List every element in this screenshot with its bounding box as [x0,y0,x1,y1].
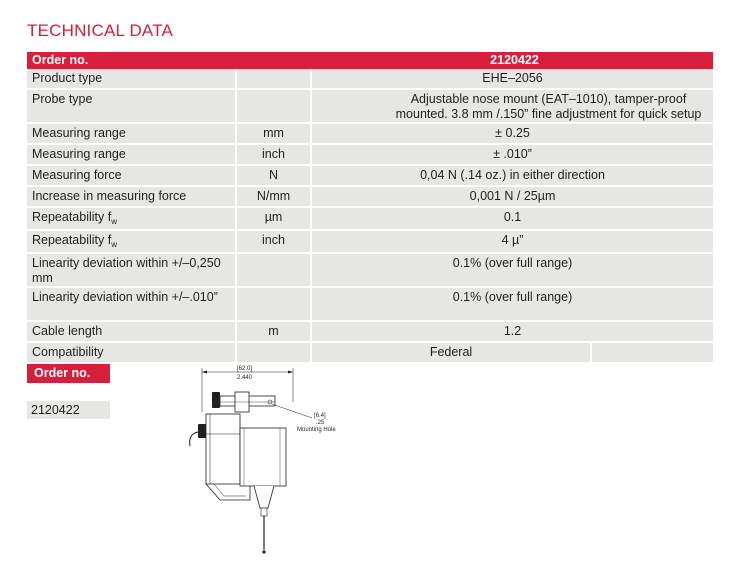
table-header-row [27,52,713,69]
row-label-text: Repeatability f [32,233,112,247]
table-row [27,321,713,342]
row-value: 0.1% (over full range) [311,253,713,287]
row-unit: N/mm [236,186,311,207]
probe-body [240,428,286,486]
row-label-subscript: w [111,240,117,249]
dim-width-in: 2.440 [237,375,253,381]
table-row [27,123,713,144]
compatibility-split [312,343,713,362]
row-label: Cable length [27,321,236,342]
row-unit: m [236,321,311,342]
row-value: ± .010” [311,144,713,165]
row-label: Linearity deviation within +/–.010” [27,287,236,321]
order-box-value: 2120422 [27,401,110,419]
table-row [27,144,713,165]
dim-hole-in: .25 [316,420,325,426]
row-label: Measuring range [27,123,236,144]
header-order-label: Order no. [27,52,311,69]
technical-data-table [27,52,713,364]
adjust-knob-top [212,392,220,408]
row-label: Probe type [27,89,236,123]
dim-hole-mm: [6.4] [314,413,326,419]
row-label: Linearity deviation within +/–0,250 mm [27,253,236,287]
arrow-right-icon [288,371,293,374]
row-label-text: Repeatability f [32,210,112,224]
row-unit [236,69,311,89]
table-row [27,230,713,253]
table-row [27,287,713,321]
row-label: Increase in measuring force [27,186,236,207]
cable-icon [190,432,198,446]
table-row [27,186,713,207]
table-row [27,165,713,186]
table-row [27,253,713,287]
row-unit [236,342,311,363]
header-order-value: 2120422 [311,52,713,69]
empty-cell [590,343,713,362]
order-box-header: Order no. [27,364,110,383]
order-number-box [27,364,110,419]
row-value: ± 0.25 [311,123,713,144]
probe-technical-drawing [180,362,350,562]
row-label: Measuring force [27,165,236,186]
page-title: TECHNICAL DATA [27,21,174,40]
row-value: 0.1% (over full range) [311,287,713,321]
row-label: Measuring range [27,144,236,165]
table-row [27,207,713,230]
row-value: 0.1 [311,207,713,230]
row-label: Compatibility [27,342,236,363]
row-label [27,207,236,230]
row-value: 0,04 N (.14 oz.) in either direction [311,165,713,186]
hole-label: Mounting Hole [297,427,336,433]
row-value: 1.2 [311,321,713,342]
probe-tip-holder [261,508,267,516]
row-label-subscript: w [111,217,117,226]
row-unit [236,253,311,287]
row-value: Federal [429,345,473,359]
row-unit [236,89,311,123]
row-value: EHE–2056 [311,69,713,89]
row-label: Product type [27,69,236,89]
hole-leader-line [272,404,312,418]
table-row [27,69,713,89]
dim-width-mm: [62.0] [237,366,253,372]
row-value: Adjustable nose mount (EAT–1010), tamper-proof mounted. 3.8 mm /.150” fine adjustment for quick setup [311,89,713,123]
row-unit: inch [236,144,311,165]
row-value-split [311,342,713,363]
row-value: 4 µ” [311,230,713,253]
row-unit: inch [236,230,311,253]
row-unit: N [236,165,311,186]
row-unit: µm [236,207,311,230]
table-row [27,89,713,123]
stylus-ball-icon [262,550,265,553]
order-box-spacer [27,383,110,399]
adjust-knob-side [198,424,206,438]
table-row [27,342,713,363]
row-unit [236,287,311,321]
row-label [27,230,236,253]
probe-frame [206,414,240,484]
row-value: 0,001 N / 25µm [311,186,713,207]
row-unit: mm [236,123,311,144]
arrow-left-icon [202,371,207,374]
probe-nose [254,486,274,508]
